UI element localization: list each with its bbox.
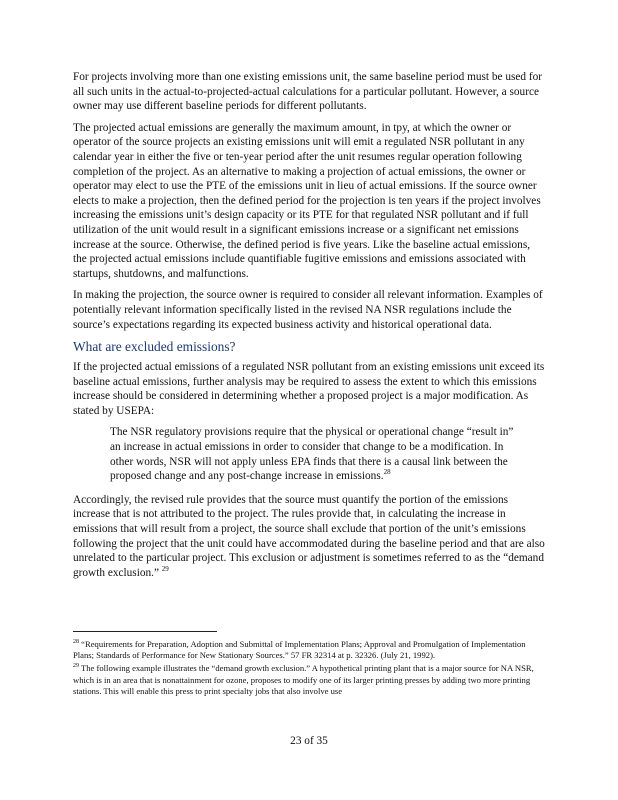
body-content	[73, 70, 545, 587]
footnote-28	[73, 639, 545, 661]
footnote-number: 28	[73, 639, 79, 646]
paragraph-demand-growth-exclusion	[73, 493, 545, 581]
page-number: 23 of 35	[290, 735, 328, 747]
footnote-text: The following example illustrates the “demand growth exclusion.” A hypothetical printing plant that is a major source for NA NSR, which is in an area that is nonattainment for ozone, proposes to modify one of its larger printing presses by adding two more printing stations. This will enable this press to print specialty jobs that also involve use	[73, 663, 534, 696]
footnote-ref-28[interactable]: 28	[383, 468, 391, 477]
footnote-ref-29[interactable]: 29	[161, 565, 169, 574]
footnotes	[73, 639, 545, 699]
paragraph-baseline-period: For projects involving more than one existing emissions unit, the same baseline period must be used for all such units in the actual-to-projected-actual calculations for a particular pollutant. However, a source owner may use different baseline periods for different pollutants.	[73, 71, 543, 113]
demand-growth-text: Accordingly, the revised rule provides that the source must quantify the portion of the emissions increase that is not attributed to the project. The rules provide that, in calculating the increase in emissions that will result from a project, the source shall exclude that portion of the unit’s emissions following the project that the unit could have accommodated during the baseline period and that are also unrelated to the particular project. This exclusion or adjustment is sometimes referred to as the “demand growth exclusion.”	[73, 493, 545, 579]
usepa-quote	[110, 425, 525, 483]
footnote-text: “Requirements for Preparation, Adoption and Submittal of Implementation Plans; Approval and Promulgation of Implementation Plans; Standards of Performance for New Stationary Sources.” 57 FR 32314 at p. 32326. (July 21, 1992).	[73, 639, 526, 661]
paragraph-projection-information: In making the projection, the source owner is required to consider all relevant information. Examples of potentially relevant information specifically listed in the revised NA NSR regulations include the source’s expectations regarding its expected business activity and historical operational data.	[73, 289, 543, 331]
quote-text: The NSR regulatory provisions require that the physical or operational change “result in” an increase in actual emissions in order to consider that change to be a modification. In other words, NSR will not apply unless EPA finds that there is a causal link between the proposed change and any post-change increase in emissions.	[110, 426, 514, 483]
footnote-29	[73, 663, 545, 697]
paragraph-projected-actual-emissions: The projected actual emissions are generally the maximum amount, in tpy, at which the owner or operator of the source projects an existing emissions unit will emit a regulated NSR pollutant in any calendar year in either the five or ten-year period after the unit resumes regular operation following completion of the project. As an alternative to making a projection of actual emissions, the owner or operator may elect to use the PTE of the emissions unit in lieu of actual emissions. If the source owner elects to make a projection, then the defined period for the projection is ten years if the project involves increasing the emissions unit’s design capacity or its PTE for that regulated NSR pollutant and if full utilization of the unit would result in a significant emissions increase or a significant net emissions increase at the source. Otherwise, the defined period is five years. Like the baseline actual emissions, the projected actual emissions include quantifiable fugitive emissions and emissions associated with startups, shutdowns, and malfunctions.	[73, 121, 541, 280]
footnote-separator	[73, 631, 217, 632]
paragraph-excluded-emissions-intro: If the projected actual emissions of a regulated NSR pollutant from an existing emissions unit exceed its baseline actual emissions, further analysis may be required to assess the extent to which this emissions increase should be considered in determining whether a proposed project is a major modification. As stated by USEPA:	[73, 361, 545, 417]
section-heading-excluded-emissions: What are excluded emissions?	[73, 339, 236, 355]
footnote-number: 29	[73, 663, 79, 670]
